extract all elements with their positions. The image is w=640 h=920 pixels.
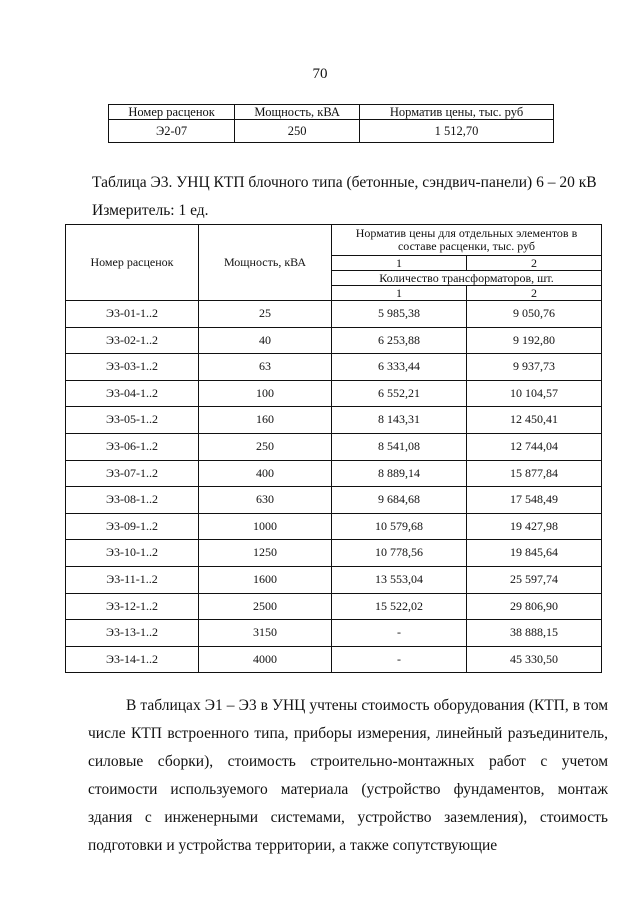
cell-code: Э3-10-1..2: [66, 540, 199, 567]
cell-code: Э3-09-1..2: [66, 513, 199, 540]
cell-price-1: 13 553,04: [332, 566, 467, 593]
cell-price-1: 8 889,14: [332, 460, 467, 487]
cell-price-2: 19 427,98: [466, 513, 601, 540]
cell-power: 25: [199, 301, 332, 328]
cell-code: Э3-08-1..2: [66, 487, 199, 514]
cell-code: Э3-04-1..2: [66, 380, 199, 407]
cell-power: 250: [199, 433, 332, 460]
cell-price-1: 8 143,31: [332, 407, 467, 434]
cell-power: 160: [199, 407, 332, 434]
header-sub-2: 2: [466, 256, 601, 271]
cell-price-2: 9 192,80: [466, 327, 601, 354]
header-count-2: 2: [466, 286, 601, 301]
cell-code: Э3-03-1..2: [66, 354, 199, 381]
table-row: [66, 487, 602, 514]
cell-price-2: 17 548,49: [466, 487, 601, 514]
table-row: [66, 566, 602, 593]
cell-code: Э3-13-1..2: [66, 620, 199, 647]
cell-price-1: 9 684,68: [332, 487, 467, 514]
cell-price-1: 15 522,02: [332, 593, 467, 620]
header-transformers: Количество трансформаторов, шт.: [332, 271, 602, 286]
header-count-1: 1: [332, 286, 467, 301]
cell-code: Э3-05-1..2: [66, 407, 199, 434]
cell-power: 63: [199, 354, 332, 381]
cell-price-2: 29 806,90: [466, 593, 601, 620]
top-table-cell-price: 1 512,70: [360, 120, 554, 143]
table-row: [66, 513, 602, 540]
top-table-header-price: Норматив цены, тыс. руб: [360, 105, 554, 120]
table-row: [66, 460, 602, 487]
measure-unit: Измеритель: 1 ед.: [92, 202, 209, 219]
body-paragraph: В таблицах Э1 – Э3 в УНЦ учтены стоимость оборудования (КТП, в том числе КТП встроенного типа, приборы измерения, линейный разъединитель, силовые сборки), стоимость строительно-монтажных работ с учетом стоимости используемого материала (устройство фундаментов, монтаж здания с инженерными системами, устройство заземления), стоимость подготовки и устройства территории, а также сопутствующие: [88, 697, 608, 854]
cell-price-1: 10 579,68: [332, 513, 467, 540]
cell-price-2: 15 877,84: [466, 460, 601, 487]
table-row: [66, 380, 602, 407]
main-table: [65, 224, 602, 673]
cell-code: Э3-07-1..2: [66, 460, 199, 487]
table-row: [66, 593, 602, 620]
top-table-cell-power: 250: [235, 120, 360, 143]
cell-price-1: 8 541,08: [332, 433, 467, 460]
cell-code: Э3-02-1..2: [66, 327, 199, 354]
table-caption: Таблица Э3. УНЦ КТП блочного типа (бетонные, сэндвич-панели) 6 – 20 кВ: [92, 174, 597, 191]
cell-code: Э3-06-1..2: [66, 433, 199, 460]
cell-power: 100: [199, 380, 332, 407]
table-row: [66, 327, 602, 354]
table-row: [66, 433, 602, 460]
cell-price-1: -: [332, 620, 467, 647]
table-row: [66, 540, 602, 567]
table-row: [66, 620, 602, 647]
cell-price-2: 45 330,50: [466, 646, 601, 673]
table-row: [66, 354, 602, 381]
table-row: [66, 301, 602, 328]
page-number: 70: [312, 66, 328, 82]
top-table: [108, 104, 554, 143]
cell-price-2: 12 450,41: [466, 407, 601, 434]
cell-price-2: 9 050,76: [466, 301, 601, 328]
header-code: Номер расценок: [66, 225, 199, 301]
cell-code: Э3-11-1..2: [66, 566, 199, 593]
cell-price-1: 5 985,38: [332, 301, 467, 328]
top-table-header-code: Номер расценок: [109, 105, 235, 120]
cell-power: 1600: [199, 566, 332, 593]
cell-power: 2500: [199, 593, 332, 620]
cell-power: 4000: [199, 646, 332, 673]
cell-code: Э3-01-1..2: [66, 301, 199, 328]
top-table-header-power: Мощность, кВА: [235, 105, 360, 120]
cell-price-1: 6 253,88: [332, 327, 467, 354]
cell-power: 40: [199, 327, 332, 354]
cell-price-2: 38 888,15: [466, 620, 601, 647]
cell-price-2: 10 104,57: [466, 380, 601, 407]
table-row: [66, 407, 602, 434]
cell-price-2: 12 744,04: [466, 433, 601, 460]
cell-price-1: -: [332, 646, 467, 673]
cell-price-1: 6 333,44: [332, 354, 467, 381]
cell-code: Э3-14-1..2: [66, 646, 199, 673]
cell-price-2: 19 845,64: [466, 540, 601, 567]
cell-code: Э3-12-1..2: [66, 593, 199, 620]
header-price-group: Норматив цены для отдельных элементов в составе расценки, тыс. руб: [332, 225, 602, 256]
cell-power: 630: [199, 487, 332, 514]
cell-power: 1250: [199, 540, 332, 567]
cell-power: 3150: [199, 620, 332, 647]
header-sub-1: 1: [332, 256, 467, 271]
cell-power: 1000: [199, 513, 332, 540]
main-table-body: [66, 301, 602, 673]
cell-price-1: 6 552,21: [332, 380, 467, 407]
cell-power: 400: [199, 460, 332, 487]
cell-price-2: 9 937,73: [466, 354, 601, 381]
top-table-cell-code: Э2-07: [109, 120, 235, 143]
cell-price-1: 10 778,56: [332, 540, 467, 567]
cell-price-2: 25 597,74: [466, 566, 601, 593]
header-power: Мощность, кВА: [199, 225, 332, 301]
table-row: [66, 646, 602, 673]
